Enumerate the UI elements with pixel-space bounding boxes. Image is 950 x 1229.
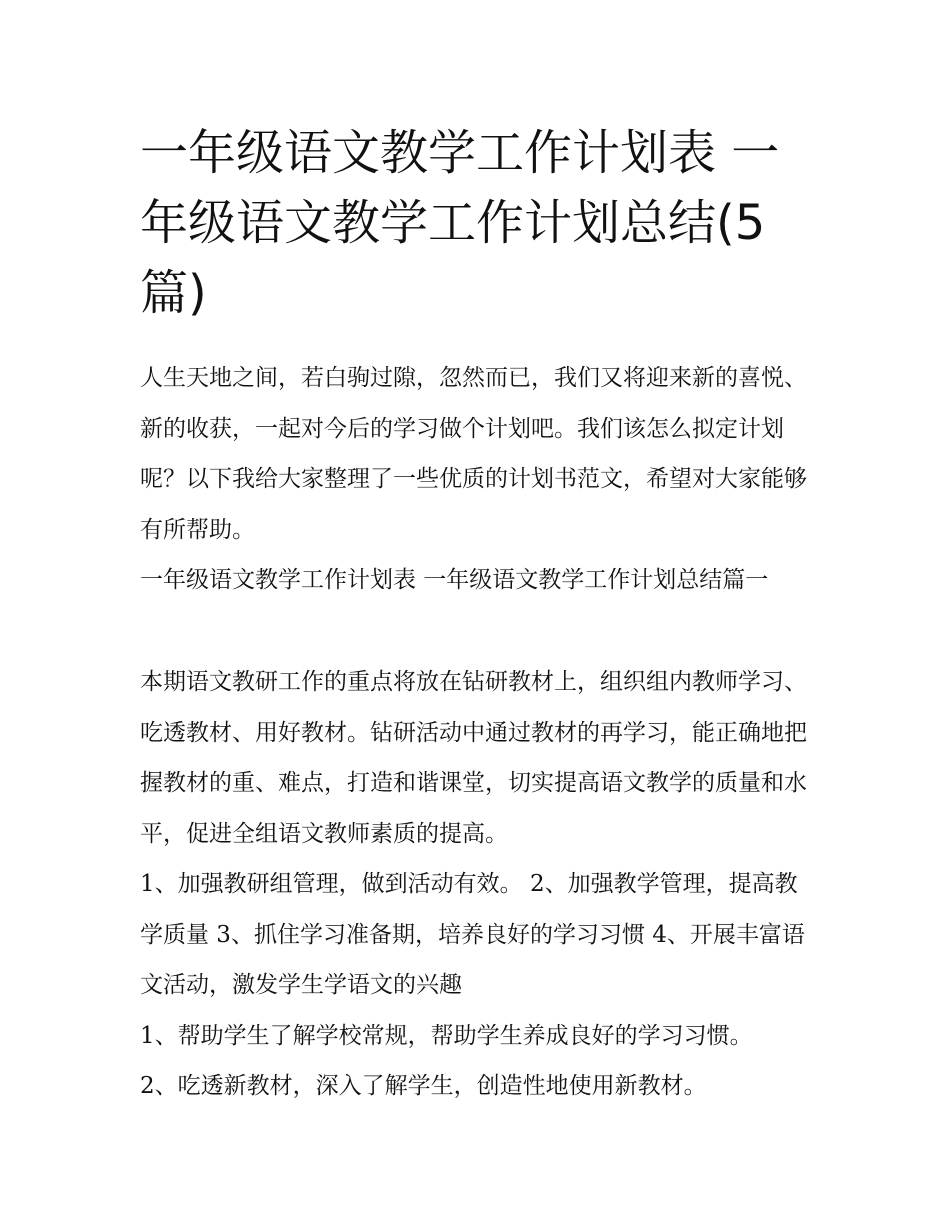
- section-heading: 一年级语文教学工作计划表 一年级语文教学工作计划总结篇一: [140, 567, 769, 593]
- intro-paragraph: 人生天地之间，若白驹过隙，忽然而已，我们又将迎来新的喜悦、新的收获，一起对今后的学习做个计划吧。我们该怎么拟定计划呢？以下我给大家整理了一些优质的计划书范文，希望对大家能够有所帮助。: [140, 365, 807, 543]
- list-item: 1、帮助学生了解学校常规，帮助学生养成良好的学习习惯。: [140, 1023, 753, 1049]
- goals-paragraph: 1、加强教研组管理，做到活动有效。 2、加强教学管理，提高教学质量 3、抓住学习准备期，培养良好的学习习惯 4、开展丰富语文活动，激发学生学语文的兴趣: [140, 871, 805, 998]
- document-title: 一年级语文教学工作计划表 一年级语文教学工作计划总结(5篇): [140, 125, 780, 321]
- list-item: 2、吃透新教材，深入了解学生，创造性地使用新教材。: [140, 1073, 707, 1099]
- focus-paragraph: 本期语文教研工作的重点将放在钻研教材上，组织组内教师学习、吃透教材、用好教材。钻研活动中通过教材的再学习，能正确地把握教材的重、难点，打造和谐课堂，切实提高语文教学的质量和水平，促进全组语文教师素质的提高。: [140, 669, 807, 847]
